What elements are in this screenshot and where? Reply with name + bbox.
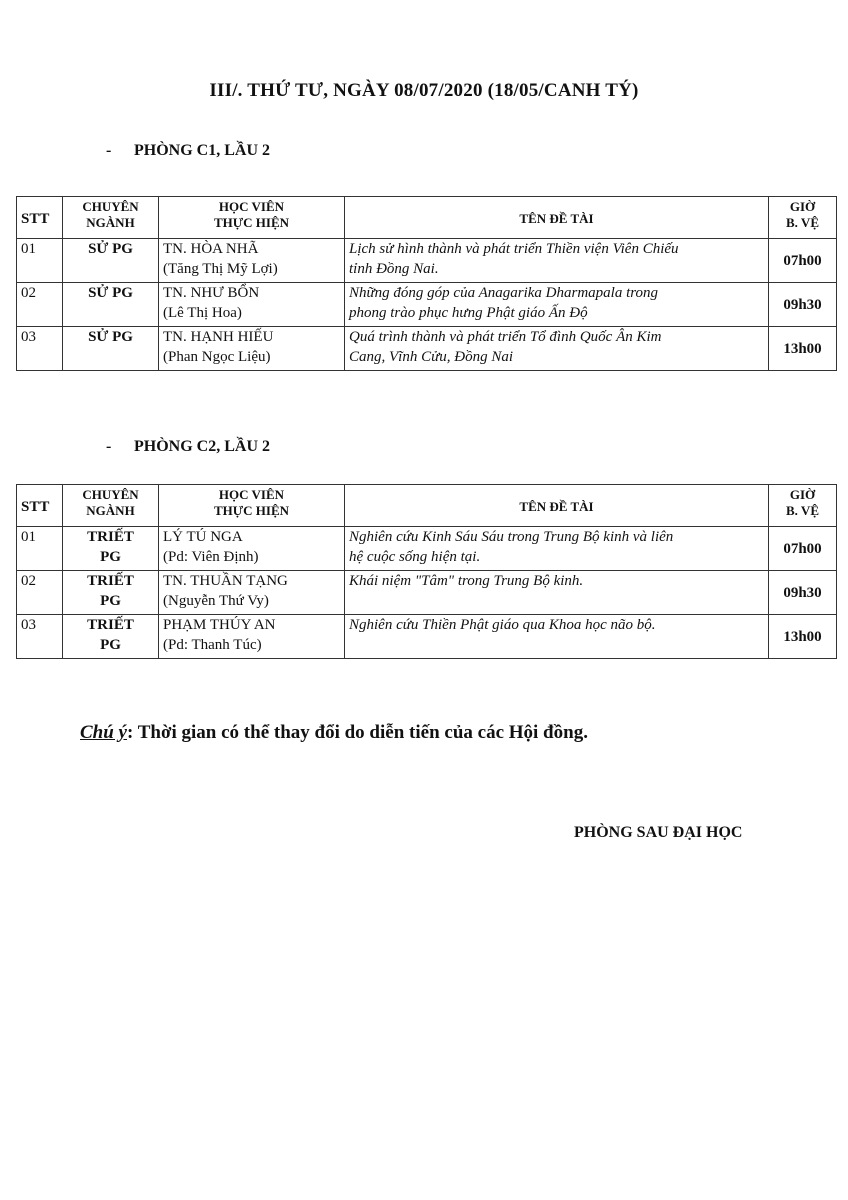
header-topic: TÊN ĐỀ TÀI: [345, 197, 769, 239]
text-line: NGÀNH: [86, 503, 135, 518]
cell-topic: [345, 527, 769, 571]
text-line: tỉnh Đồng Nai.: [349, 261, 439, 277]
table-row: [17, 239, 837, 283]
text-line: Nghiên cứu Thiền Phật giáo qua Khoa học não bộ.: [349, 617, 656, 633]
cell-topic: [345, 571, 769, 615]
table-row: [17, 283, 837, 327]
text-line: Những đóng góp của Anagarika Dharmapala trong: [349, 285, 659, 301]
header-student: [159, 197, 345, 239]
cell-stt: 01: [17, 239, 63, 283]
header-major: [63, 485, 159, 527]
note-text: : Thời gian có thể thay đổi do diễn tiến của các Hội đồng.: [127, 722, 588, 743]
cell-topic: [345, 239, 769, 283]
cell-student: [159, 327, 345, 371]
text-line: HỌC VIÊN: [218, 199, 285, 214]
text-line: NGÀNH: [86, 215, 135, 230]
text-line: PG: [100, 549, 121, 565]
cell-time: 09h30: [769, 571, 837, 615]
page-title: III/. THỨ TƯ, NGÀY 08/07/2020 (18/05/CANH TÝ): [209, 80, 639, 101]
text-line: CHUYÊN: [82, 199, 139, 214]
text-line: HỌC VIÊN: [218, 487, 285, 502]
cell-stt: 01: [17, 527, 63, 571]
text-line: TN. HẠNH HIẾU: [163, 329, 274, 345]
text-line: (Lê Thị Hoa): [163, 305, 242, 321]
schedule-table-c1: [16, 196, 837, 371]
cell-major: [63, 615, 159, 659]
text-line: Quá trình thành và phát triển Tổ đình Quốc Ân Kim: [349, 329, 662, 345]
text-line: LÝ TÚ NGA: [163, 529, 243, 545]
text-line: B. VỆ: [786, 215, 819, 230]
cell-stt: 03: [17, 615, 63, 659]
table-row: [17, 571, 837, 615]
text-line: (Nguyễn Thứ Vy): [163, 593, 269, 609]
text-line: GIỜ: [789, 487, 816, 502]
cell-stt: 02: [17, 571, 63, 615]
text-line: SỬ PG: [88, 285, 133, 301]
cell-time: 13h00: [769, 327, 837, 371]
table-row: [17, 327, 837, 371]
note-label: Chú ý: [80, 722, 127, 743]
header-topic: TÊN ĐỀ TÀI: [345, 485, 769, 527]
text-line: TRIẾT: [87, 529, 134, 545]
text-line: TRIẾT: [87, 573, 134, 589]
cell-major: [63, 239, 159, 283]
text-line: THỰC HIỆN: [214, 215, 289, 230]
cell-student: [159, 571, 345, 615]
text-line: TN. THUẦN TẠNG: [163, 573, 288, 589]
cell-student: [159, 283, 345, 327]
header-time: [769, 485, 837, 527]
room-heading-c2: - PHÒNG C2, LẦU 2: [106, 438, 270, 455]
text-line: Lịch sử hình thành và phát triển Thiền viện Viên Chiếu: [349, 241, 679, 257]
text-line: Khái niệm "Tâm" trong Trung Bộ kinh.: [349, 573, 584, 589]
text-line: SỬ PG: [88, 329, 133, 345]
text-line: CHUYÊN: [82, 487, 139, 502]
cell-time: 07h00: [769, 527, 837, 571]
cell-time: 07h00: [769, 239, 837, 283]
text-line: THỰC HIỆN: [214, 503, 289, 518]
cell-topic: [345, 327, 769, 371]
text-line: TN. NHƯ BỔN: [163, 285, 260, 301]
text-line: PG: [100, 637, 121, 653]
table-header-row: [17, 197, 837, 239]
text-line: SỬ PG: [88, 241, 133, 257]
text-line: B. VỆ: [786, 503, 819, 518]
header-stt: STT: [17, 485, 63, 527]
cell-time: 13h00: [769, 615, 837, 659]
text-line: hệ cuộc sống hiện tại.: [349, 549, 481, 565]
cell-stt: 03: [17, 327, 63, 371]
cell-student: [159, 527, 345, 571]
text-line: Cang, Vĩnh Cửu, Đồng Nai: [349, 349, 514, 365]
cell-time: 09h30: [769, 283, 837, 327]
note: [80, 722, 588, 744]
text-line: (Pd: Viên Định): [163, 549, 259, 565]
cell-stt: 02: [17, 283, 63, 327]
cell-topic: [345, 615, 769, 659]
text-line: GIỜ: [789, 199, 816, 214]
text-line: TRIẾT: [87, 617, 134, 633]
text-line: phong trào phục hưng Phật giáo Ấn Độ: [349, 305, 588, 321]
cell-major: [63, 283, 159, 327]
cell-major: [63, 327, 159, 371]
cell-topic: [345, 283, 769, 327]
table-row: [17, 527, 837, 571]
header-stt: STT: [17, 197, 63, 239]
header-student: [159, 485, 345, 527]
text-line: (Tăng Thị Mỹ Lợi): [163, 261, 278, 277]
text-line: PG: [100, 593, 121, 609]
cell-major: [63, 571, 159, 615]
cell-student: [159, 615, 345, 659]
text-line: Nghiên cứu Kinh Sáu Sáu trong Trung Bộ kinh và liên: [349, 529, 674, 545]
room-heading-c1: - PHÒNG C1, LẦU 2: [106, 142, 270, 159]
schedule-table-c2: [16, 484, 837, 659]
signature: PHÒNG SAU ĐẠI HỌC: [574, 824, 743, 841]
table-row: [17, 615, 837, 659]
cell-major: [63, 527, 159, 571]
cell-student: [159, 239, 345, 283]
text-line: TN. HÒA NHÃ: [163, 241, 259, 257]
table-header-row: [17, 485, 837, 527]
text-line: (Pd: Thanh Túc): [163, 637, 262, 653]
header-major: [63, 197, 159, 239]
text-line: (Phan Ngọc Liệu): [163, 349, 271, 365]
text-line: PHẠM THÚY AN: [163, 617, 276, 633]
header-time: [769, 197, 837, 239]
